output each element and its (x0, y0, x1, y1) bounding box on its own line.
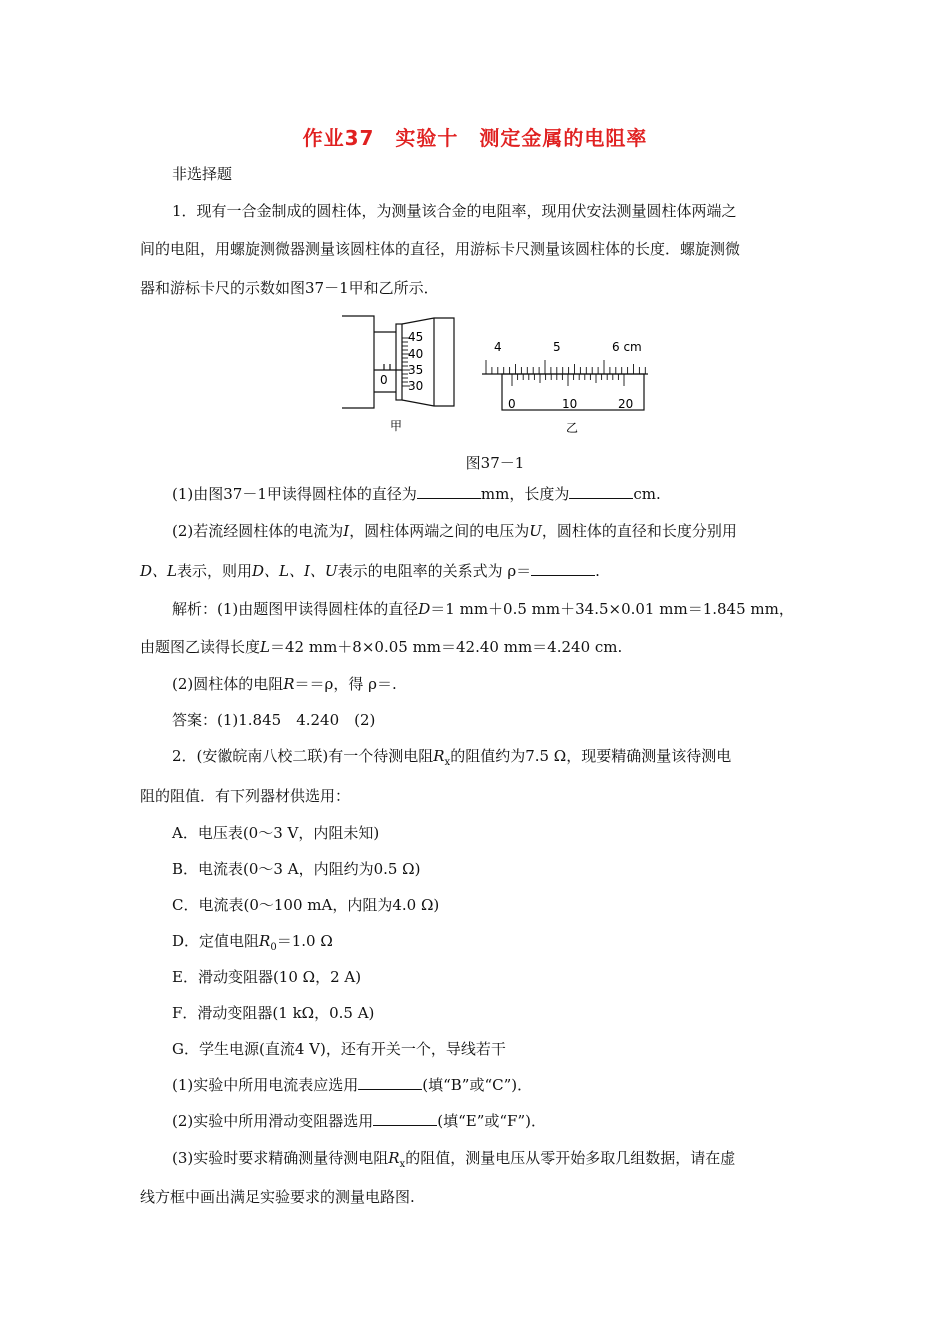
micrometer-label: 甲 (390, 419, 403, 433)
q2-sub1 (172, 1075, 812, 1095)
q2-sub3-line2: 线方框中画出满足实验要求的测量电路图. (140, 1188, 415, 1206)
answer-blank (373, 1111, 437, 1126)
text: 解析：(1)由题图甲读得圆柱体的直径 (172, 600, 419, 618)
var-R: R (259, 932, 271, 950)
section-heading: 非选择题 (172, 165, 233, 183)
q2-sub3-line1 (172, 1148, 812, 1175)
text: 表示，则用 (177, 562, 253, 580)
caliper-label: 乙 (566, 421, 579, 435)
main-scale-label-4: 4 (494, 340, 502, 354)
text: (2)实验中所用滑动变阻器选用 (172, 1112, 374, 1130)
q2-sub2 (172, 1111, 812, 1131)
var-DL: D、L (140, 562, 177, 580)
q1-line2: 间的电阻，用螺旋测微器测量该圆柱体的直径，用游标卡尺测量该圆柱体的长度．螺旋测微 (140, 240, 741, 258)
q2-line1 (172, 746, 812, 773)
text: 由题图乙读得长度 (140, 638, 261, 656)
analysis-line2 (140, 637, 812, 657)
text: (填“B”或“C”)． (422, 1076, 533, 1094)
q2-line2: 阻的阻值．有下列器材供选用： (140, 787, 351, 805)
answer-line: 答案：(1)1.845 4.240 (2) (172, 711, 376, 729)
answer-blank (358, 1075, 422, 1090)
answer-blank (417, 484, 481, 499)
var-DLIU: D、L、I、U (252, 562, 338, 580)
text: 表示的电阻率的关系式为 ρ＝ (337, 562, 532, 580)
vernier-label-0: 0 (508, 397, 516, 411)
text: (1)实验中所用电流表应选用 (172, 1076, 359, 1094)
option-e: E．滑动变阻器(10 Ω，2 A) (172, 968, 362, 986)
text: ，圆柱体两端之间的电压为 (349, 522, 530, 540)
micrometer-tick-35: 35 (408, 363, 424, 377)
var-R: R (283, 675, 295, 693)
analysis-line3 (172, 674, 812, 694)
option-c: C．电流表(0～100 mA，内阻为4.0 Ω) (172, 896, 440, 914)
main-scale-label-6cm: 6 cm (612, 340, 642, 354)
text: . (595, 562, 600, 580)
q1-sub2-line1 (172, 521, 812, 541)
subscript: x (399, 1159, 406, 1170)
var-L: L (260, 638, 270, 656)
text: (2)圆柱体的电阻 (172, 675, 284, 693)
answer-blank (569, 484, 633, 499)
figure-37-1 (330, 308, 650, 440)
option-f: F．滑动变阻器(1 kΩ，0.5 A) (172, 1004, 375, 1022)
text: (填“E”或“F”)． (437, 1112, 546, 1130)
text: 的阻值约为7.5 Ω，现要精确测量该待测电 (450, 747, 732, 765)
text: D．定值电阻 (172, 932, 260, 950)
micrometer (342, 316, 454, 408)
text: ＝42 mm＋8×0.05 mm＝42.40 mm＝4.240 cm. (269, 638, 623, 656)
option-b: B．电流表(0～3 A，内阻约为0.5 Ω) (172, 860, 421, 878)
q1-sub1 (172, 484, 812, 504)
subscript: x (444, 757, 451, 768)
text: ＝1 mm＋0.5 mm＋34.5×0.01 mm＝1.845 mm， (430, 600, 794, 618)
answer-blank (531, 561, 595, 576)
q1-sub1-mid: mm，长度为 (480, 485, 570, 503)
micrometer-tick-40: 40 (408, 347, 424, 361)
instrument-diagram (330, 308, 650, 440)
text: ，圆柱体的直径和长度分别用 (541, 522, 737, 540)
q1-line3: 器和游标卡尺的示数如图37－1甲和乙所示． (140, 279, 439, 297)
var-D: D (418, 600, 431, 618)
var-U: U (529, 522, 542, 540)
text: 2．(安徽皖南八校二联)有一个待测电阻 (172, 747, 434, 765)
q1-sub1-post: cm. (633, 485, 661, 503)
option-g: G．学生电源(直流4 V)，还有开关一个，导线若干 (172, 1040, 506, 1058)
var-I: I (343, 522, 350, 540)
text: 的阻值，测量电压从零开始多取几组数据，请在虚 (405, 1149, 736, 1167)
vernier-label-20: 20 (618, 397, 634, 411)
q1-sub2-line2 (140, 561, 812, 581)
q1-sub1-text: (1)由图37－1甲读得圆柱体的直径为 (172, 485, 417, 503)
micrometer-zero: 0 (380, 373, 388, 387)
micrometer-tick-45: 45 (408, 330, 424, 344)
text: (3)实验时要求精确测量待测电阻 (172, 1149, 389, 1167)
option-d (172, 931, 812, 958)
analysis-line1 (172, 599, 812, 619)
text: ＝1.0 Ω (276, 932, 333, 950)
var-R: R (388, 1149, 400, 1167)
figure-caption: 图37－1 (465, 454, 525, 472)
main-scale-label-5: 5 (553, 340, 561, 354)
q1-line1: 1．现有一合金制成的圆柱体，为测量该合金的电阻率，现用伏安法测量圆柱体两端之 (172, 202, 737, 220)
text: ＝＝ρ，得 ρ＝. (294, 675, 397, 693)
option-a: A．电压表(0～3 V，内阻未知) (172, 824, 380, 842)
vernier-label-10: 10 (562, 397, 578, 411)
subscript: 0 (270, 942, 277, 953)
text: (2)若流经圆柱体的电流为 (172, 522, 344, 540)
page-title: 作业37 实验十 测定金属的电阻率 (302, 126, 648, 150)
var-R: R (433, 747, 445, 765)
micrometer-tick-30: 30 (408, 379, 424, 393)
